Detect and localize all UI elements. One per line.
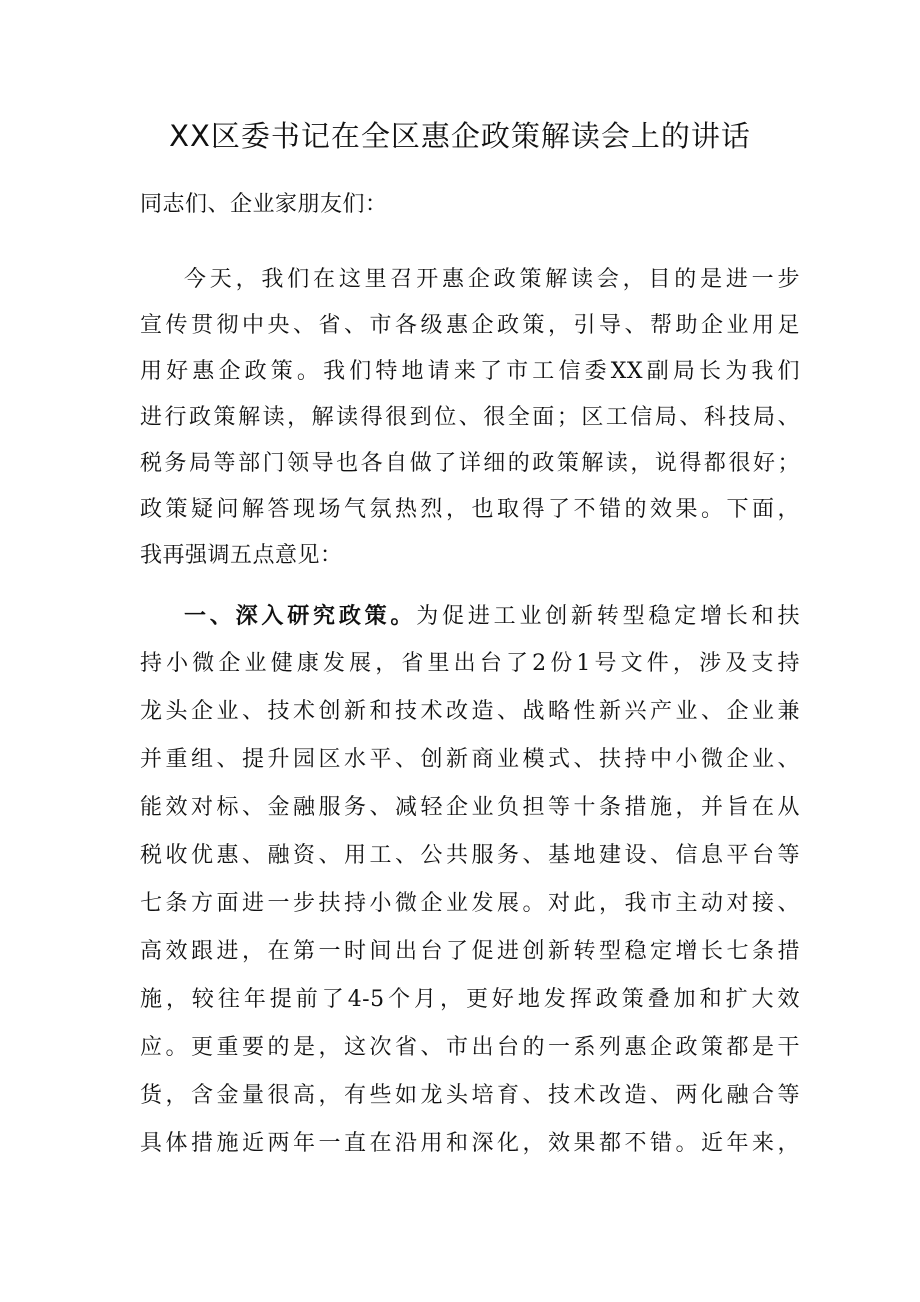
paragraph-2-line-8: 高效跟进，在第一时间出台了促进创新转型稳定增长七条措 [140,939,800,964]
paragraph-1-line-5: 税务局等部门领导也各自做了详细的政策解读，说得都很好； [140,451,800,476]
paragraph-2-line-1 [184,602,800,632]
paragraph-1-line-7: 我再强调五点意见： [140,543,343,568]
paragraph-2-line-11: 货，含金量很高，有些如龙头培育、技术改造、两化融合等 [140,1083,800,1108]
paragraph-2-line-4: 并重组、提升园区水平、创新商业模式、扶持中小微企业、 [140,747,800,772]
paragraph-2-line-3: 龙头企业、技术创新和技术改造、战略性新兴产业、企业兼 [140,699,800,724]
paragraph-2-line-12: 具体措施近两年一直在沿用和深化，效果都不错。近年来， [140,1131,800,1156]
paragraph-1-line-2: 宣传贯彻中央、省、市各级惠企政策，引导、帮助企业用足 [140,313,800,338]
paragraph-2-line-1-text: 为促进工业创新转型稳定增长和扶 [416,604,800,629]
paragraph-1-line-4: 进行政策解读，解读得很到位、很全面；区工信局、科技局、 [140,405,800,430]
paragraph-2-line-5: 能效对标、金融服务、减轻企业负担等十条措施，并旨在从 [140,795,800,820]
paragraph-2-line-7: 七条方面进一步扶持小微企业发展。对此，我市主动对接、 [140,891,800,916]
paragraph-2-line-9: 施，较往年提前了4-5个月，更好地发挥政策叠加和扩大效 [140,987,800,1012]
paragraph-1-line-3: 用好惠企政策。我们特地请来了市工信委XX副局长为我们 [140,359,800,384]
paragraph-2-line-6: 税收优惠、融资、用工、公共服务、基地建设、信息平台等 [140,843,800,868]
paragraph-2-line-10: 应。更重要的是，这次省、市出台的一系列惠企政策都是干 [140,1035,800,1060]
paragraph-1-line-6: 政策疑问解答现场气氛热烈，也取得了不错的效果。下面， [140,497,800,522]
document-title: XX区委书记在全区惠企政策解读会上的讲话 [169,119,751,153]
paragraph-1-line-1: 今天，我们在这里召开惠企政策解读会，目的是进一步 [184,267,800,292]
salutation: 同志们、企业家朋友们： [140,192,388,217]
section-heading: 一、深入研究政策。 [184,604,417,629]
paragraph-2-line-2: 持小微企业健康发展，省里出台了2份1号文件，涉及支持 [140,651,800,676]
